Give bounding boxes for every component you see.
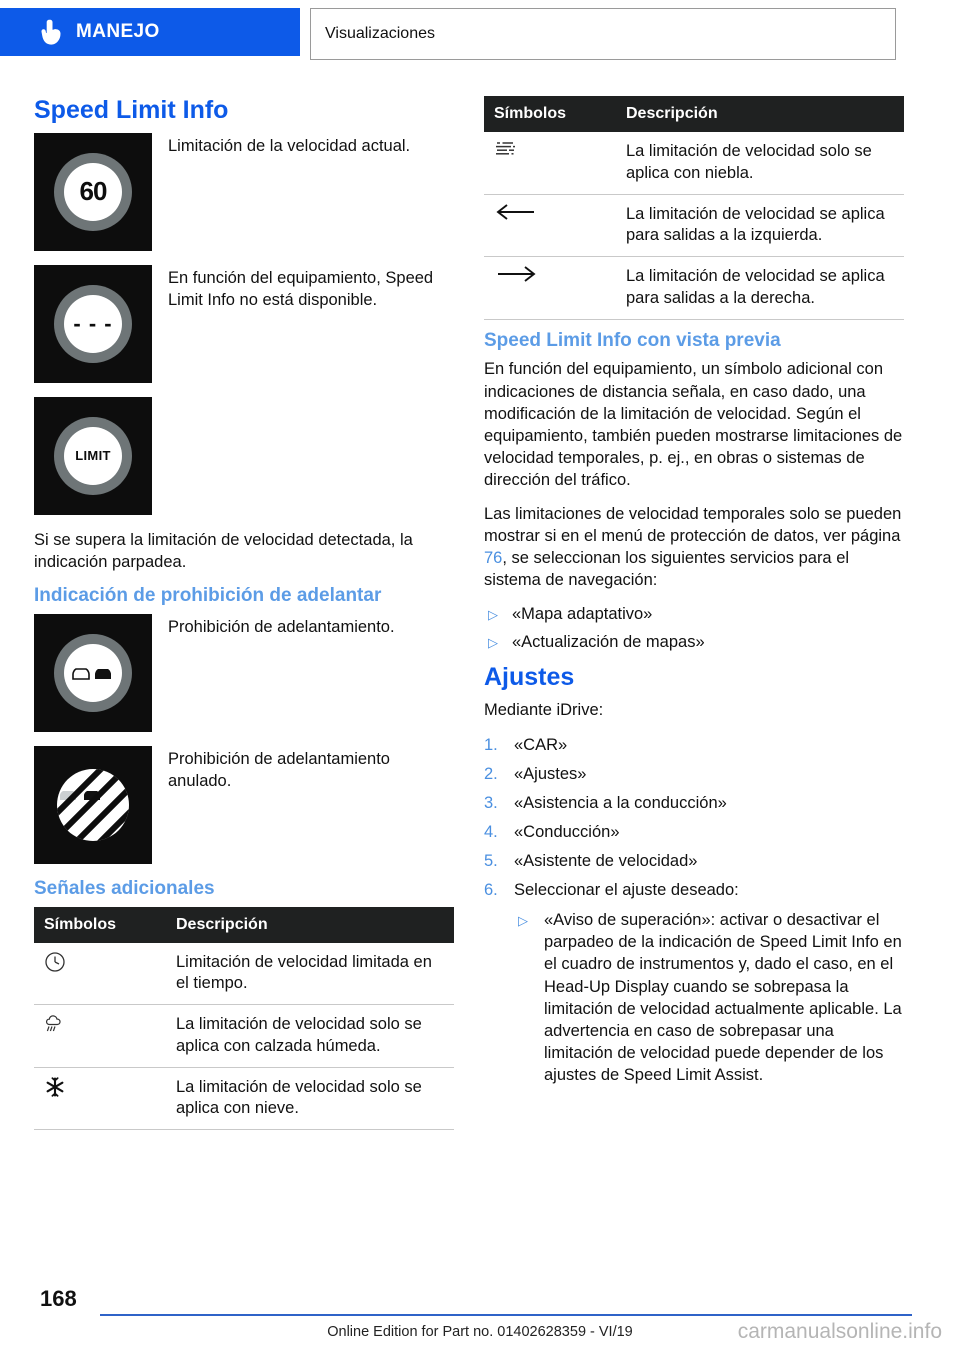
no-overtaking-cancelled-sign: [34, 746, 152, 864]
table-row: [34, 1005, 454, 1068]
column-header-description: Descripción: [616, 96, 904, 132]
speed-limit-60-sign: [34, 133, 152, 251]
list-item: [514, 909, 904, 1086]
tab-manejo-label: MANEJO: [76, 21, 160, 42]
list-item-label: Seleccionar el ajuste deseado:: [514, 881, 739, 900]
list-item: [484, 850, 904, 872]
figure-speed-limit-unavailable: [34, 265, 454, 383]
list-item: [484, 631, 904, 653]
cell-description: Limitación de velocidad limitada en el tiempo.: [166, 943, 454, 1005]
list-item-label: «Asistente de velocidad»: [514, 852, 698, 870]
speed-limit-dashes: - - -: [73, 311, 113, 337]
substep-label: «Aviso de superación»: activar o desactivar el parpadeo de la indicación de Speed Limit Info en el cuadro de instrumentos y, dado el caso, en el Head-Up Display cuando se sobrepasa la limitación de velocidad actualmente aplicable. La advertencia en caso de sobrepasar una limitación de velocidad puede depender de los ajustes de Speed Limit Assist.: [544, 911, 902, 1084]
triangle-bullet-icon: ▷: [488, 607, 498, 623]
speed-limit-limit-text: LIMIT: [75, 448, 111, 464]
figure-caption: Prohibición de adelantamiento anulado.: [168, 749, 390, 790]
tab-manejo[interactable]: [0, 8, 300, 56]
table-row: [34, 1067, 454, 1130]
additional-signs-table-right: [484, 96, 904, 320]
pointing-hand-icon: [40, 19, 62, 45]
page-reference-link[interactable]: 76: [484, 549, 503, 568]
cell-description: La limitación de velocidad se aplica para salidas a la derecha.: [616, 257, 904, 320]
list-item: [484, 792, 904, 814]
column-header-description: Descripción: [166, 907, 454, 943]
column-header-symbols: Símbolos: [484, 96, 616, 132]
step-number: 1.: [484, 735, 498, 754]
table-row: [34, 943, 454, 1005]
no-overtaking-sign: [34, 614, 152, 732]
tab-visualizaciones-label: Visualizaciones: [325, 25, 435, 42]
figure-caption: Limitación de la velocidad actual.: [168, 136, 411, 155]
speed-limit-value: 60: [79, 176, 107, 207]
two-cars-icon: [71, 663, 115, 683]
services-list: [484, 603, 904, 652]
footer-divider: [100, 1314, 912, 1316]
cell-description: La limitación de velocidad solo se aplica con calzada húmeda.: [166, 1005, 454, 1068]
heading-ajustes: Ajustes: [484, 662, 575, 691]
list-item: [484, 821, 904, 843]
cell-description: La limitación de velocidad solo se aplica con nieve.: [166, 1067, 454, 1130]
list-item-label: «Ajustes»: [514, 764, 587, 783]
edition-text: Online Edition for Part no. 01402628359 - VI/19: [327, 1324, 633, 1340]
speed-limit-limit-sign: [34, 397, 152, 515]
step-number: 3.: [484, 793, 498, 812]
substep-list: [514, 909, 904, 1086]
table-row: [484, 132, 904, 194]
step-number: 5.: [484, 852, 498, 870]
cell-description: La limitación de velocidad solo se aplica con niebla.: [616, 132, 904, 194]
paragraph-preview-2-post: , se seleccionan los siguientes servicios para el sistema de navegación:: [484, 549, 850, 590]
clock-icon: [34, 943, 166, 1005]
column-header-symbols: Símbolos: [34, 907, 166, 943]
page-number: 168: [40, 1286, 77, 1311]
figure-caption: En función del equipamiento, Speed Limit Info no está disponible.: [168, 268, 434, 309]
figure-no-overtaking-cancelled: [34, 746, 454, 864]
table-row: [484, 257, 904, 320]
triangle-bullet-icon: ▷: [518, 913, 528, 929]
list-item-label: «Asistencia a la conducción»: [514, 793, 727, 812]
list-item: [484, 763, 904, 785]
fog-icon: [484, 132, 616, 194]
heading-no-overtaking: Indicación de prohibición de adelantar: [34, 584, 382, 606]
paragraph-preview-2: [484, 503, 904, 591]
tab-visualizaciones[interactable]: [310, 8, 896, 60]
heading-speed-limit-info: Speed Limit Info: [34, 96, 229, 124]
list-item-label: «Mapa adaptativo»: [512, 605, 653, 624]
list-item-label: «Conducción»: [514, 822, 620, 841]
step-number: 4.: [484, 822, 498, 841]
step-number: 6.: [484, 881, 498, 900]
rain-cloud-icon: [34, 1005, 166, 1068]
paragraph-preview-1: En función del equipamiento, un símbolo adicional con indicaciones de distancia señala, en caso dado, una modificación de la limitación de velocidad. Según el equipamiento, también pueden mostrarse limitaciones de velocidad temporales, p. ej., en obras o sistemas de dirección del tráfico.: [484, 360, 903, 489]
heading-speed-limit-preview: Speed Limit Info con vista previa: [484, 329, 781, 351]
paragraph-blink-note: Si se supera la limitación de velocidad detectada, la indicación parpadea.: [34, 530, 413, 571]
list-item: [484, 603, 904, 625]
figure-caption: [152, 397, 454, 399]
left-column: [34, 96, 454, 1140]
step-number: 2.: [484, 764, 498, 783]
snowflake-icon: [34, 1067, 166, 1130]
cell-description: La limitación de velocidad se aplica para salidas a la izquierda.: [616, 194, 904, 257]
page-footer: [0, 1270, 960, 1362]
additional-signs-table-left: [34, 907, 454, 1131]
heading-additional-signs: Señales adicionales: [34, 877, 215, 899]
triangle-bullet-icon: ▷: [488, 634, 498, 650]
watermark: carmanualsonline.info: [737, 1320, 942, 1343]
arrow-right-icon: [484, 257, 616, 320]
settings-steps-list: [484, 734, 904, 1087]
figure-speed-limit-60: [34, 133, 454, 251]
list-item-label: «CAR»: [514, 735, 568, 754]
page-header: [0, 0, 960, 62]
right-column: [484, 96, 904, 1093]
cancelled-overtaking-icon: [54, 766, 132, 844]
paragraph-preview-2-pre: Las limitaciones de velocidad temporales solo se pueden mostrar si en el menú de protección de datos, ver página: [484, 505, 902, 546]
table-row: [484, 194, 904, 257]
figure-no-overtaking: [34, 614, 454, 732]
paragraph-idrive-intro: Mediante iDrive:: [484, 701, 604, 720]
list-item-label: «Actualización de mapas»: [512, 632, 705, 651]
arrow-left-icon: [484, 194, 616, 257]
list-item: [484, 734, 904, 756]
figure-speed-limit-limit: [34, 397, 454, 515]
figure-caption: Prohibición de adelantamiento.: [168, 617, 395, 636]
speed-limit-unavailable-sign: [34, 265, 152, 383]
list-item: [484, 879, 904, 1086]
table-header-row: [34, 907, 454, 943]
table-header-row: [484, 96, 904, 132]
